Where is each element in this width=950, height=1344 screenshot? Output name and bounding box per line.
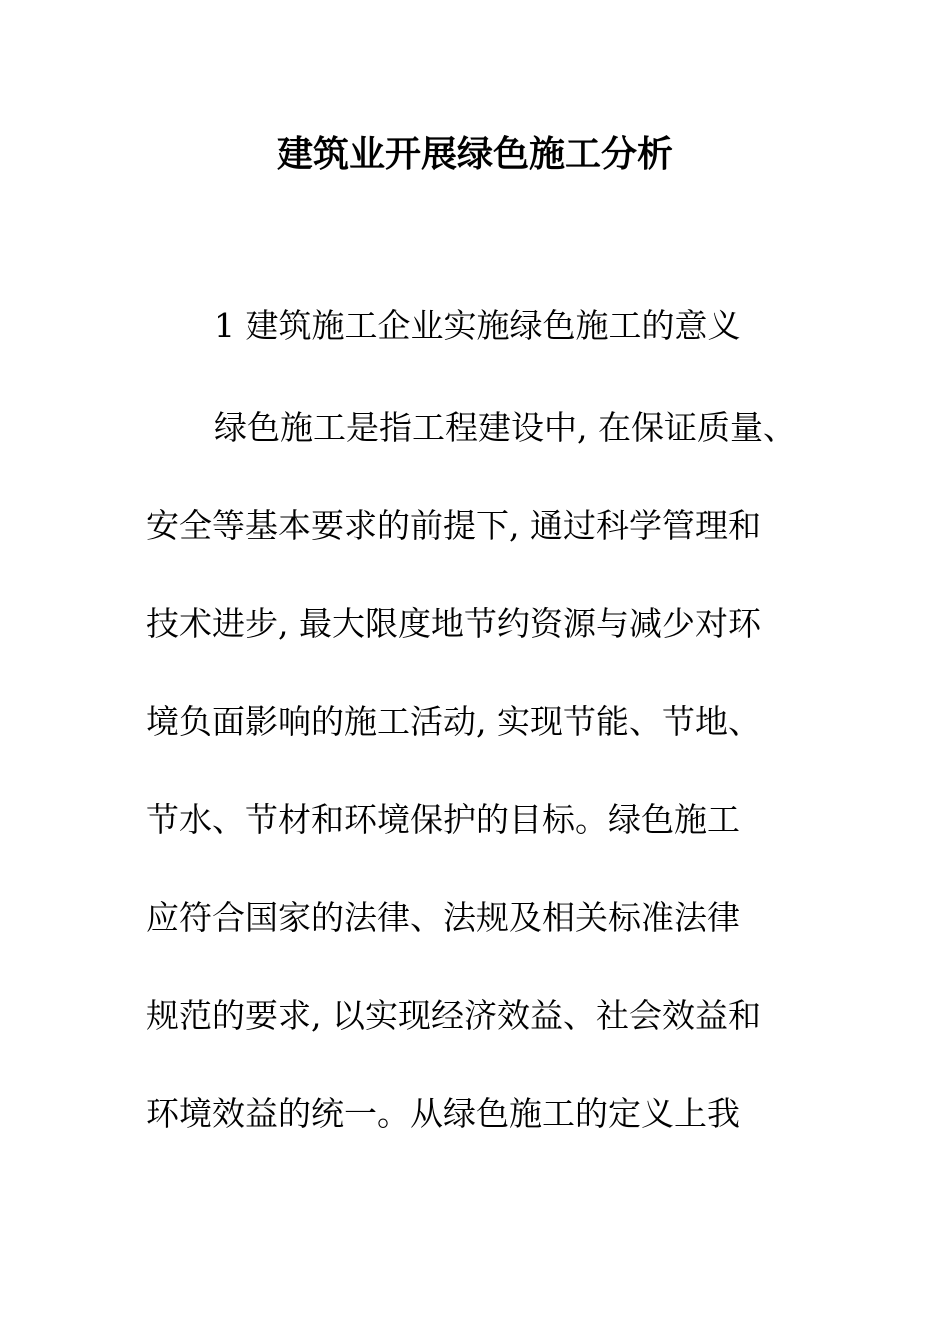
paragraph-line: 节水、节材和环境保护的目标。绿色施工 [146,800,740,839]
paragraph-line: 规范的要求, 以实现经济效益、社会效益和 [146,996,761,1035]
paragraph-line: 安全等基本要求的前提下, 通过科学管理和 [146,506,761,545]
paragraph-line: 应符合国家的法律、法规及相关标准法律 [146,898,740,937]
paragraph-line: 境负面影响的施工活动, 实现节能、节地、 [146,702,761,741]
section-heading: 1 建筑施工企业实施绿色施工的意义 [214,306,741,345]
paragraph-line: 技术进步, 最大限度地节约资源与减少对环 [146,604,761,643]
document-title: 建筑业开展绿色施工分析 [276,133,673,175]
paragraph-line: 环境效益的统一。从绿色施工的定义上我 [146,1094,740,1133]
paragraph-line: 绿色施工是指工程建设中, 在保证质量、 [214,408,796,447]
